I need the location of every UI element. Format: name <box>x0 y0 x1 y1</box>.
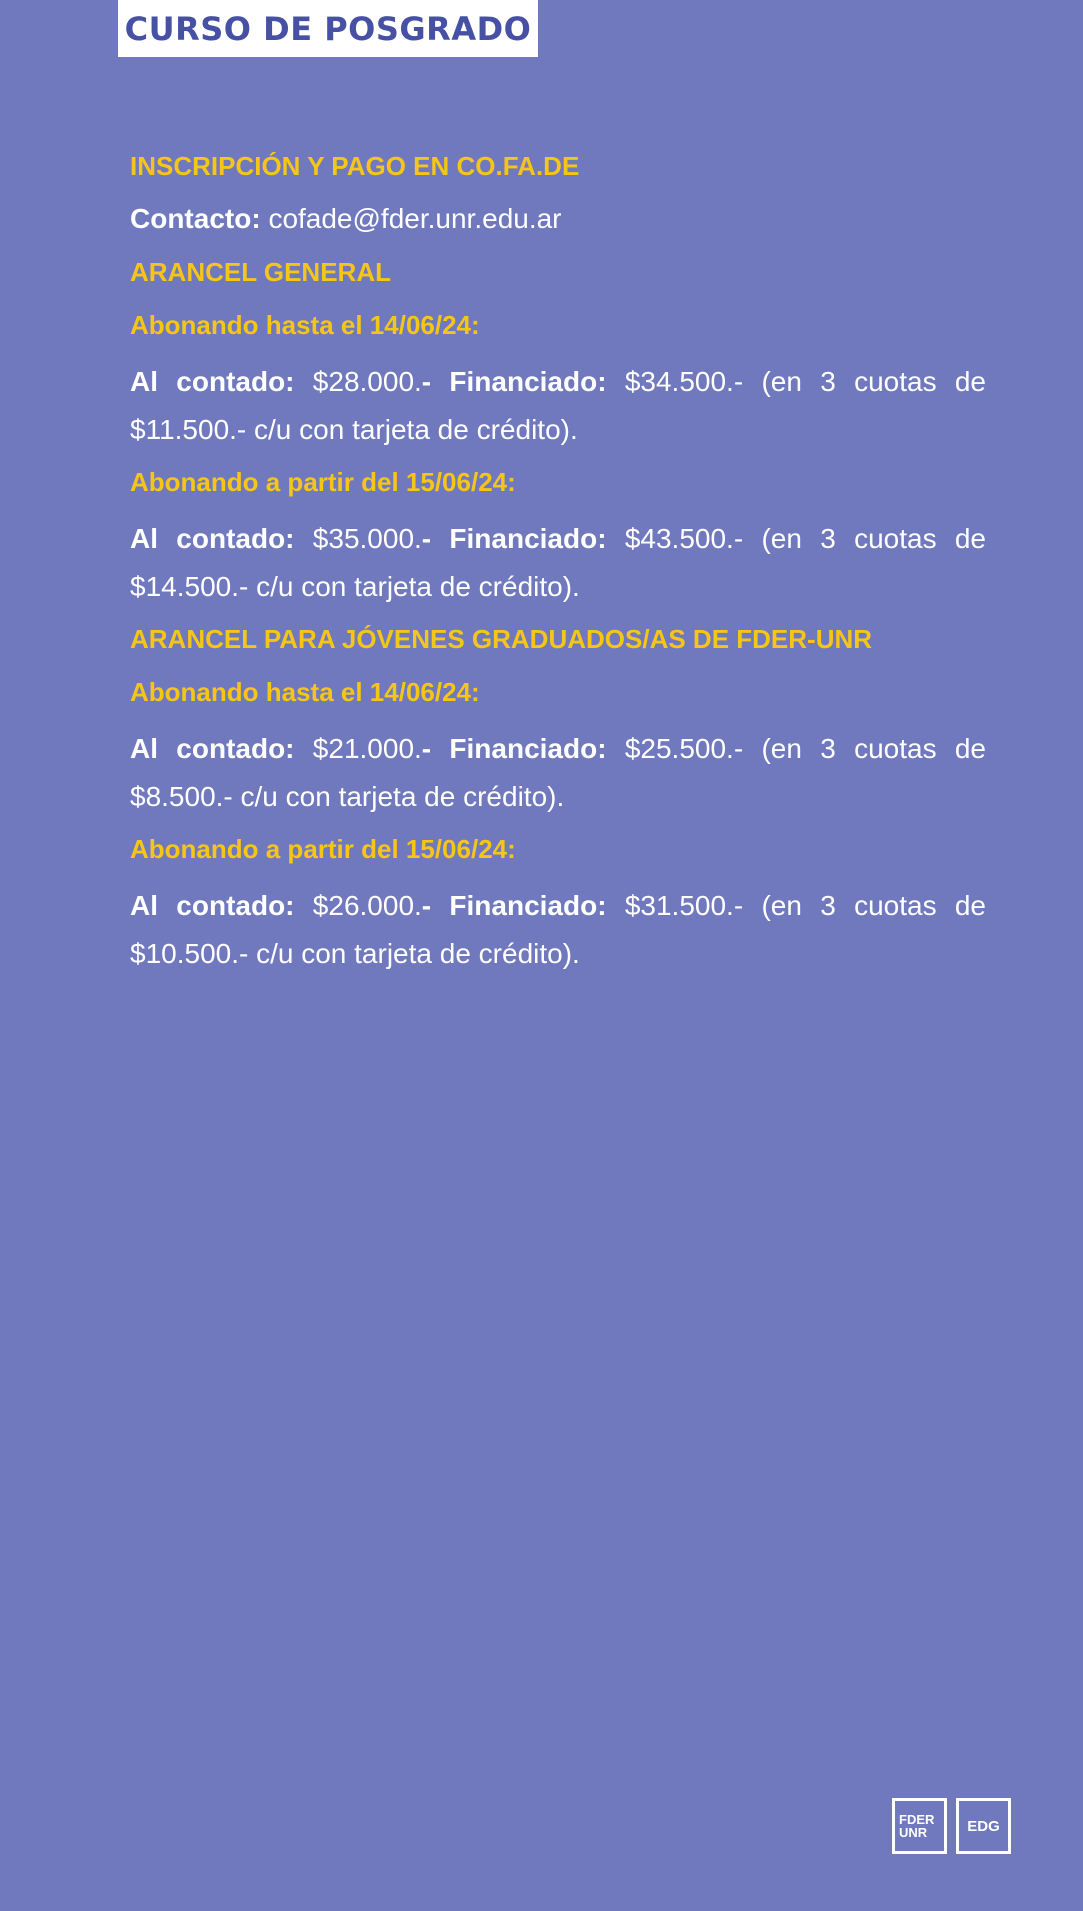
period-label: Abonando hasta el 14/06/24: <box>130 677 480 707</box>
period-label: Abonando hasta el 14/06/24: <box>130 310 480 340</box>
edg-logo-text: EDG <box>967 1817 1000 1835</box>
price-paragraph <box>130 515 986 611</box>
fder-logo-line2: UNR <box>899 1825 928 1840</box>
cash-label: Al contado: <box>130 523 295 554</box>
separator: - <box>421 733 432 764</box>
fder-logo-line1: FDER <box>899 1812 935 1827</box>
separator: - <box>421 366 432 397</box>
edg-logo <box>956 1798 1011 1854</box>
cash-amount: $21.000. <box>312 733 422 764</box>
contact-line <box>130 199 986 239</box>
section-heading-general: ARANCEL GENERAL <box>130 257 391 287</box>
separator: - <box>421 890 432 921</box>
cash-amount: $26.000. <box>312 890 422 921</box>
contact-label: Contacto: <box>130 203 261 234</box>
cash-amount: $28.000. <box>312 366 422 397</box>
cash-label: Al contado: <box>130 733 295 764</box>
financed-label: Financiado: <box>449 890 607 921</box>
financed-label: Financiado: <box>449 366 607 397</box>
content <box>130 146 986 986</box>
financed-label: Financiado: <box>449 523 607 554</box>
cash-amount: $35.000. <box>312 523 422 554</box>
separator: - <box>421 523 432 554</box>
financed-detail: $34.500.- (en 3 cuotas de $11.500.- c/u con tarjeta de crédito). <box>130 366 986 445</box>
financed-detail: $43.500.- (en 3 cuotas de $14.500.- c/u con tarjeta de crédito). <box>130 523 986 602</box>
period-label: Abonando a partir del 15/06/24: <box>130 834 516 864</box>
price-paragraph <box>130 358 986 454</box>
registration-heading: INSCRIPCIÓN Y PAGO EN CO.FA.DE <box>130 151 580 181</box>
footer-logos <box>892 1798 1011 1854</box>
page-title: CURSO DE POSGRADO <box>124 9 532 48</box>
fder-unr-logo <box>892 1798 947 1854</box>
cash-label: Al contado: <box>130 890 295 921</box>
financed-detail: $25.500.- (en 3 cuotas de $8.500.- c/u con tarjeta de crédito). <box>130 733 986 812</box>
financed-label: Financiado: <box>449 733 607 764</box>
period-label: Abonando a partir del 15/06/24: <box>130 467 516 497</box>
cash-label: Al contado: <box>130 366 295 397</box>
price-paragraph <box>130 725 986 821</box>
contact-email: cofade@fder.unr.edu.ar <box>268 203 562 234</box>
title-box <box>118 0 538 57</box>
price-paragraph <box>130 882 986 978</box>
section-heading-graduates: ARANCEL PARA JÓVENES GRADUADOS/AS DE FDER-UNR <box>130 624 873 654</box>
financed-detail: $31.500.- (en 3 cuotas de $10.500.- c/u con tarjeta de crédito). <box>130 890 986 969</box>
